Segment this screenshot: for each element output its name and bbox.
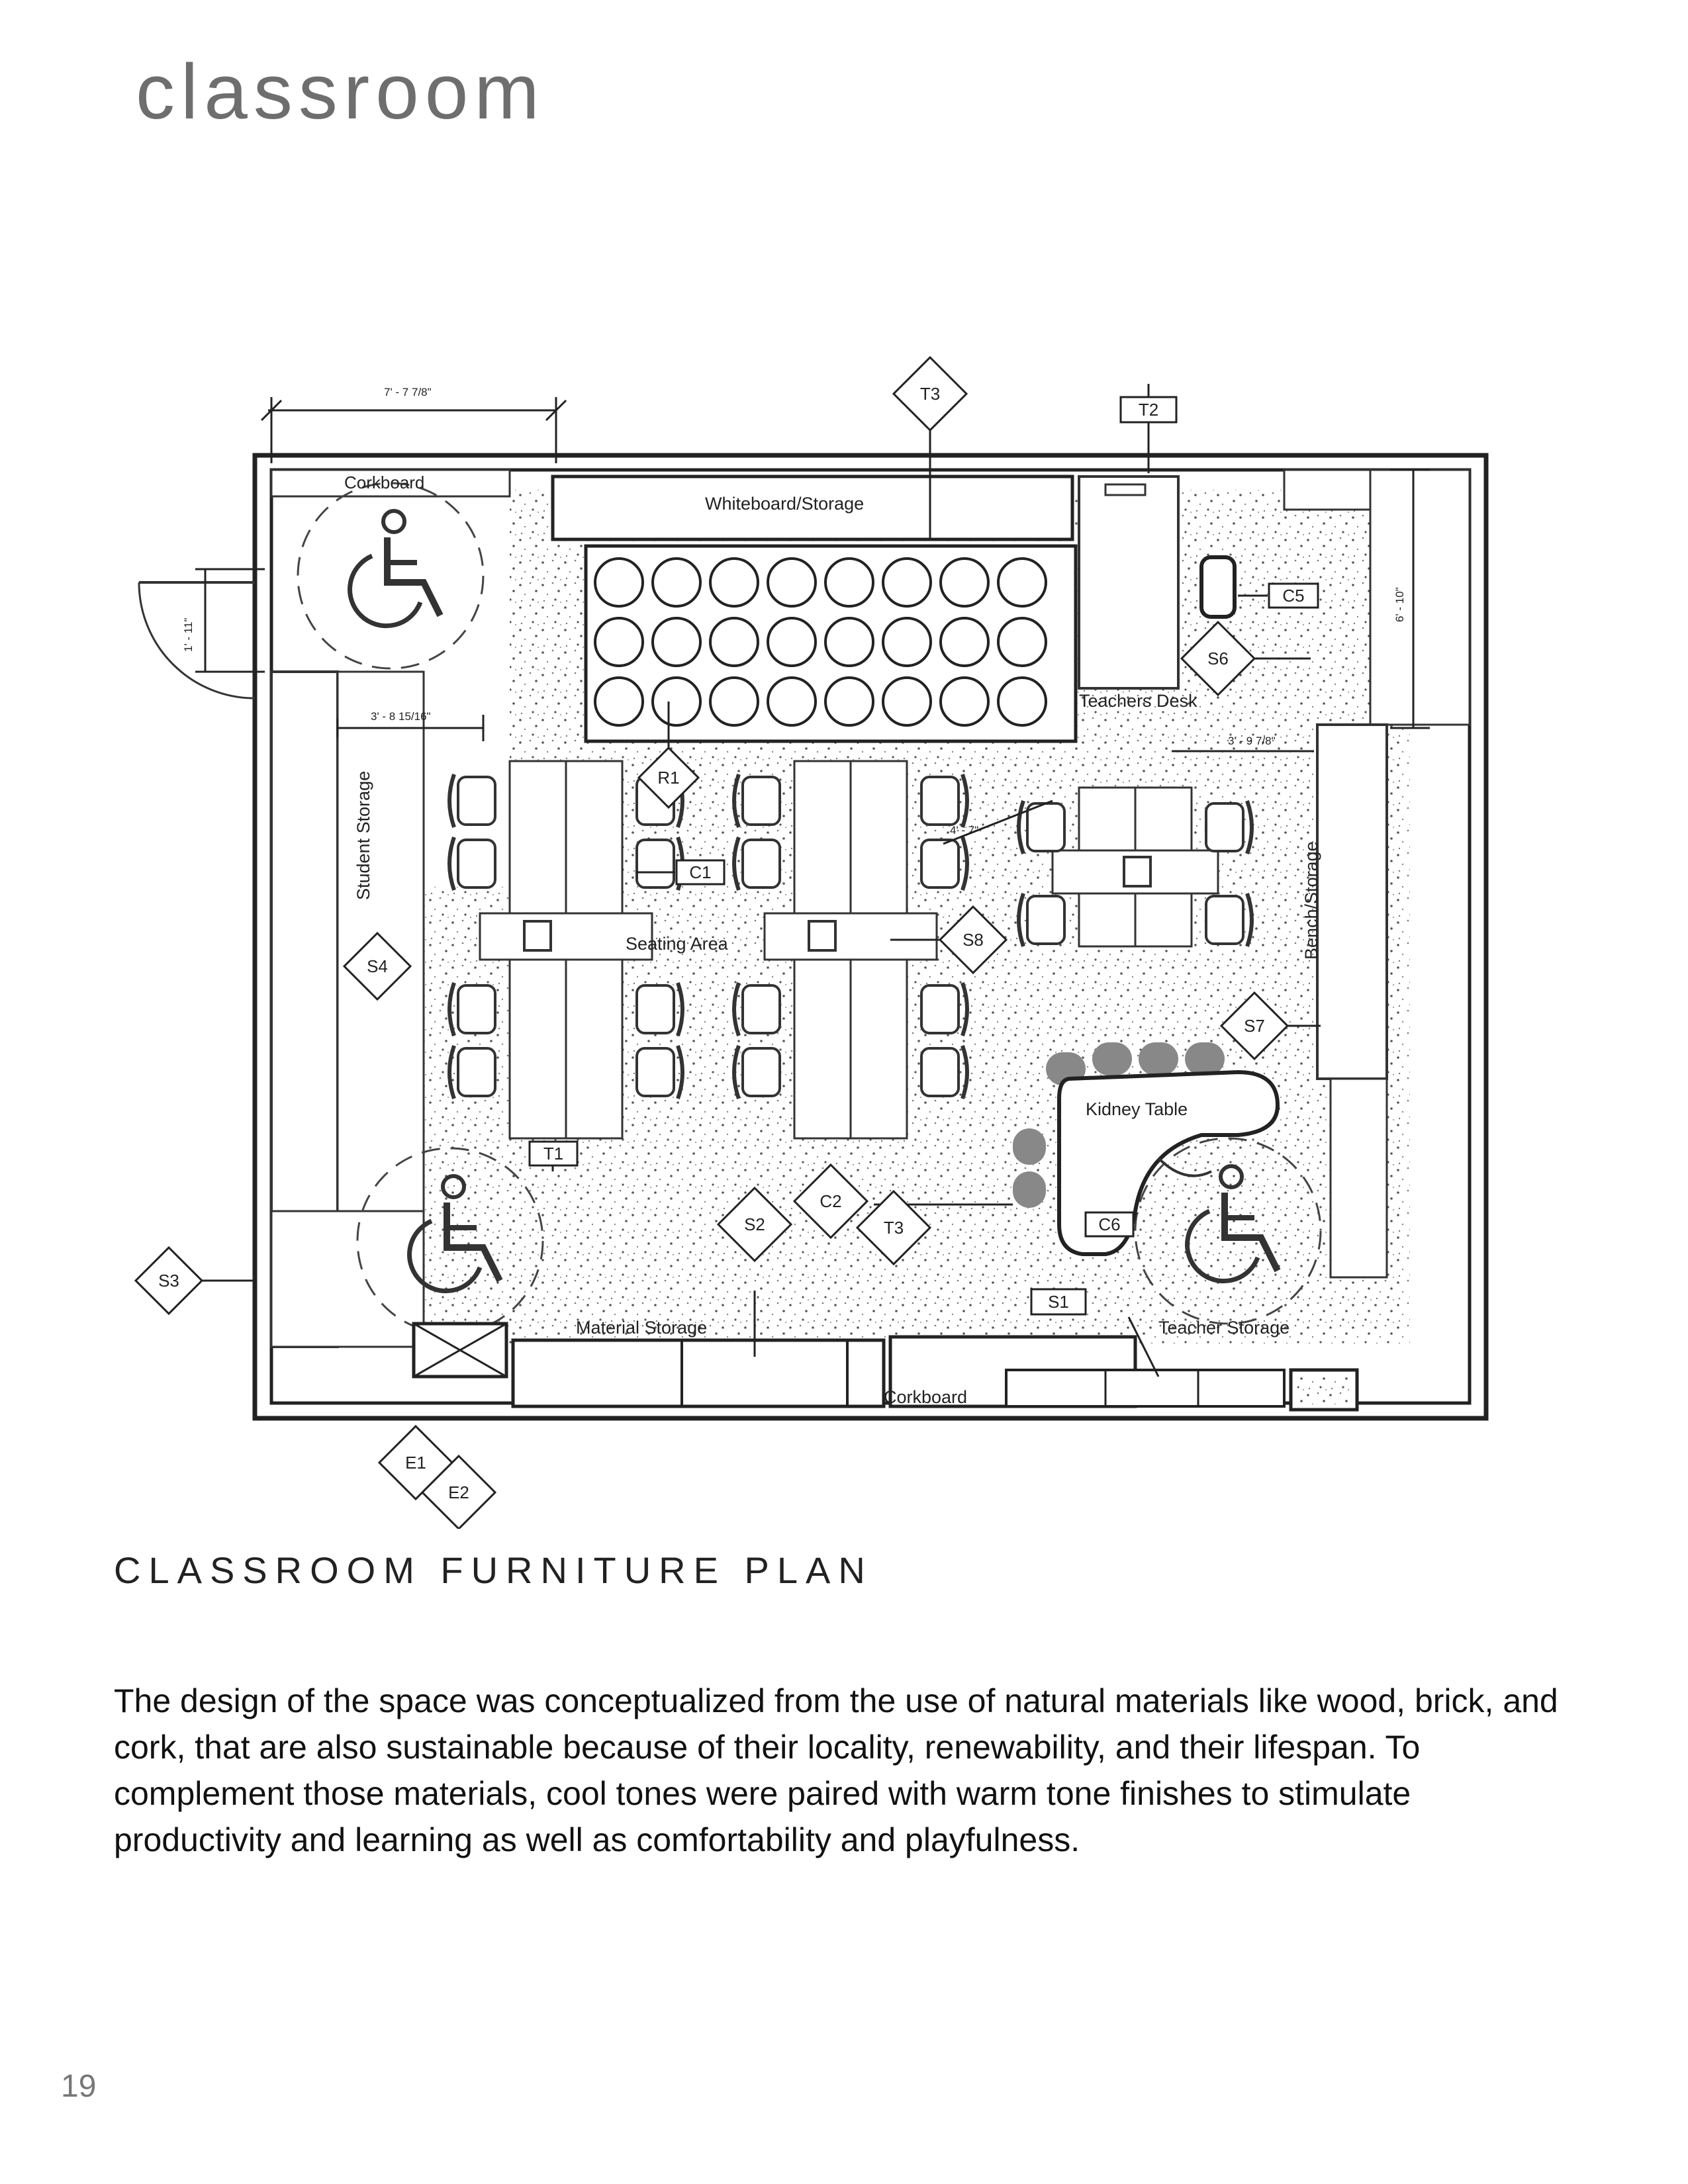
dim-right-height: 6' - 10" bbox=[1393, 587, 1406, 622]
seating-area-label: Seating Area bbox=[626, 934, 728, 954]
page-number: 19 bbox=[61, 2069, 97, 2104]
dim-aisle: 3' - 8 15/16" bbox=[371, 710, 431, 723]
svg-text:C2: C2 bbox=[820, 1191, 842, 1211]
corkboard-top-label: Corkboard bbox=[344, 473, 425, 492]
dim-door-offset: 1' - 11" bbox=[182, 617, 195, 652]
svg-text:C6: C6 bbox=[1098, 1214, 1121, 1234]
tag-s3 bbox=[136, 1248, 202, 1314]
svg-text:R1: R1 bbox=[657, 768, 680, 788]
tag-c6 bbox=[1086, 1212, 1133, 1236]
svg-text:T3: T3 bbox=[883, 1218, 904, 1238]
svg-text:S8: S8 bbox=[962, 930, 984, 950]
dim-top-width: 7' - 7 7/8" bbox=[384, 386, 432, 398]
tag-c1 bbox=[677, 860, 724, 884]
material-storage-label: Material Storage bbox=[576, 1318, 708, 1338]
svg-text:S7: S7 bbox=[1244, 1016, 1265, 1036]
furniture-plan-drawing bbox=[113, 311, 1509, 1529]
svg-text:C5: C5 bbox=[1282, 586, 1305, 606]
description-paragraph: The design of the space was conceptualized from the use of natural materials like wood, brick, and cork, that are also sustainable because of their locality, renewability, and their lifespan. To complement those materials, cool tones were paired with warm tone finishes to stimulate productivity and learning as well as comfortability and playfulness. bbox=[114, 1682, 1558, 1858]
dim-desk-clearance: 3' - 9 7/8" bbox=[1228, 735, 1276, 747]
teacher-storage-label: Teacher Storage bbox=[1158, 1318, 1290, 1338]
svg-text:S3: S3 bbox=[158, 1271, 179, 1291]
tag-t1 bbox=[530, 1142, 577, 1165]
svg-text:E1: E1 bbox=[405, 1453, 426, 1473]
corkboard-bottom-label: Corkboard bbox=[884, 1387, 968, 1407]
svg-text:T3: T3 bbox=[919, 384, 941, 404]
svg-text:S4: S4 bbox=[367, 956, 388, 976]
section-subtitle: CLASSROOM FURNITURE PLAN bbox=[114, 1549, 873, 1591]
dim-pod-gap: 4' - 7" bbox=[950, 824, 979, 837]
whiteboard-label: Whiteboard/Storage bbox=[705, 494, 865, 514]
tag-s1 bbox=[1031, 1289, 1086, 1314]
page-title: classroom bbox=[136, 48, 545, 136]
kidney-table-label: Kidney Table bbox=[1086, 1099, 1188, 1119]
bench-storage-label: Bench/Storage bbox=[1301, 841, 1321, 960]
svg-text:S1: S1 bbox=[1048, 1292, 1069, 1312]
teachers-desk-label: Teachers Desk bbox=[1079, 691, 1197, 711]
tag-t2 bbox=[1121, 397, 1176, 422]
svg-text:C1: C1 bbox=[689, 862, 712, 882]
svg-text:S6: S6 bbox=[1207, 649, 1229, 668]
svg-text:T1: T1 bbox=[543, 1144, 564, 1163]
tag-c5 bbox=[1269, 584, 1318, 608]
student-storage-label: Student Storage bbox=[353, 770, 373, 900]
svg-text:E2: E2 bbox=[448, 1482, 469, 1502]
tag-t3-top bbox=[894, 357, 966, 430]
svg-text:S2: S2 bbox=[744, 1214, 765, 1234]
svg-text:T2: T2 bbox=[1138, 400, 1159, 420]
